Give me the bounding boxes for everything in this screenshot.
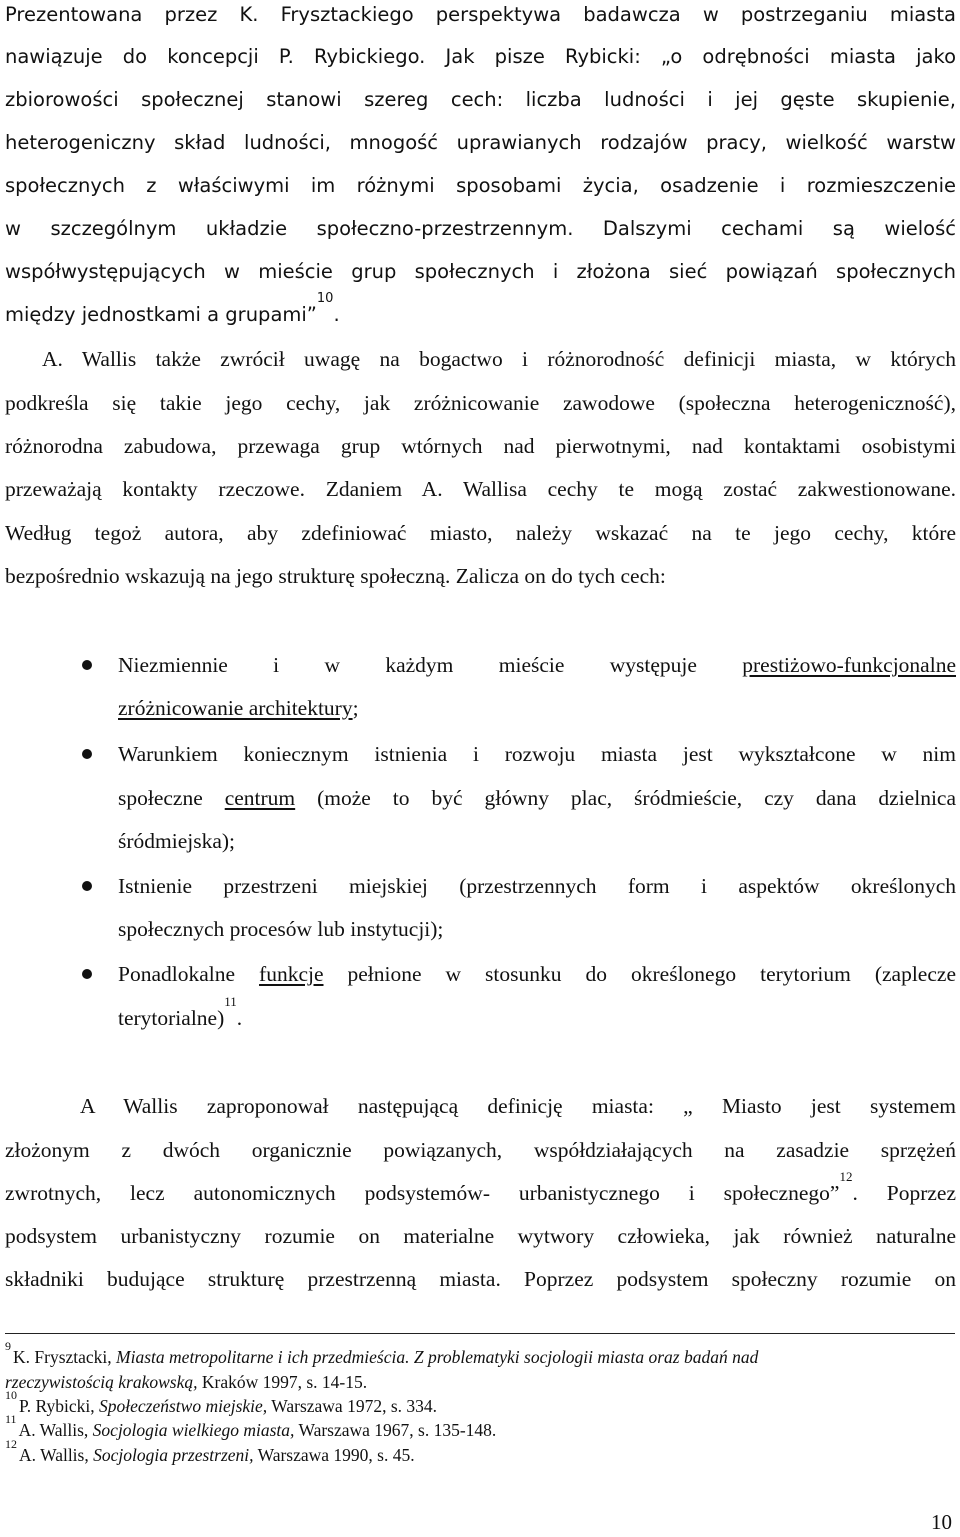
bullet-marker [82, 881, 92, 891]
page-number: 10 [931, 1510, 952, 1534]
text-span: A. Wallis, [18, 1420, 93, 1440]
bullet-marker [82, 749, 92, 759]
text-line [5, 291, 956, 330]
text-span: pełnione w stosunku do określonego terytorium (zaplecze [323, 962, 956, 986]
list-item-line [118, 994, 956, 1033]
underlined-text: centrum [224, 786, 296, 810]
text-line: współwystępujących w mieście grup społecznych i złożona sieć powiązań społecznych [5, 260, 956, 283]
underlined-text: funkcje [259, 962, 324, 986]
bullet-marker [82, 969, 92, 979]
bullet-marker [82, 660, 92, 670]
text-span: Warszawa 1972, s. 334. [267, 1396, 438, 1416]
text-span: zwrotnych, lecz autonomicznych podsystemów- urbanistycznego i społecznego” [5, 1181, 840, 1205]
text-line: w szczególnym układzie społeczno-przestrzennym. Dalszymi cechami są wielość [5, 217, 956, 240]
text-span: . Poprzez [852, 1181, 956, 1205]
text-line: nawiązuje do koncepcji P. Rybickiego. Jak pisze Rybicki: „o odrębności miasta jako [5, 45, 956, 68]
footnote-number: 9 [5, 1339, 11, 1353]
italic-title: rzeczywistością krakowską, [5, 1372, 198, 1392]
text-span: Kraków 1997, s. 14-15. [197, 1372, 368, 1392]
italic-title: Miasta metropolitarne i ich przedmieścia. Z problematyki socjologii miasta oraz badań nad [116, 1347, 759, 1367]
footnote-ref: 10 [316, 291, 334, 306]
text-line: składniki budujące strukturę przestrzenną miasta. Poprzez podsystem społeczny rozumie on [5, 1267, 956, 1291]
italic-title: Socjologia przestrzeni, [93, 1445, 254, 1465]
list-item-line: śródmiejska); [118, 829, 236, 853]
text-line: podkreśla się takie jego cechy, jak zróżnicowanie zawodowe (społeczna heterogeniczność), [5, 391, 956, 415]
underlined-text: prestiżowo-funkcjonalne [742, 653, 956, 677]
list-item-line: Istnienie przestrzeni miejskiej (przestrzennych form i aspektów określonych [118, 874, 956, 898]
text-span: (może to być główny plac, śródmieście, czy dana dzielnica [295, 786, 956, 810]
text-line: zbiorowości społecznej stanowi szereg cech: liczba ludności i jej gęste skupienie, [5, 88, 956, 111]
text-line: Prezentowana przez K. Frysztackiego perspektywa badawcza w postrzeganiu miasta [5, 3, 956, 26]
text-span: K. Frysztacki, [13, 1347, 117, 1367]
text-line: heterogeniczny skład ludności, mnogość uprawianych rodzajów pracy, wielkość warstw [5, 131, 956, 154]
text-span: Warszawa 1967, s. 135-148. [294, 1420, 497, 1440]
text-span: . [236, 1006, 243, 1030]
text-span: Warszawa 1990, s. 45. [253, 1445, 415, 1465]
list-item-line [118, 959, 956, 989]
italic-title: Socjologia wielkiego miasta, [92, 1420, 295, 1440]
text-span: ; [352, 696, 359, 720]
list-item-line: Warunkiem koniecznym istnienia i rozwoju miasta jest wykształcone w nim [118, 742, 956, 766]
text-line: Według tegoż autora, aby zdefiniować miasto, należy wskazać na te jego cechy, które [5, 521, 956, 545]
text-line: A Wallis zaproponował następującą definicję miasta: „ Miasto jest systemem [80, 1094, 956, 1118]
footnote-9 [5, 1339, 759, 1368]
text-span: Niezmiennie i w każdym mieście występuje [118, 653, 743, 677]
footnote-10 [5, 1388, 438, 1417]
footnote-number: 11 [5, 1412, 17, 1426]
text-line: przeważają kontakty rzeczowe. Zdaniem A. Wallisa cechy te mogą zostać zakwestionowane. [5, 477, 956, 501]
footnote-ref: 11 [224, 994, 237, 1009]
text-line: podsystem urbanistyczny rozumie on materialne wytwory człowieka, jak również naturalne [5, 1224, 956, 1248]
text-line: A. Wallis także zwrócił uwagę na bogactwo i różnorodność definicji miasta, w których [42, 347, 956, 371]
footnote-ref: 12 [839, 1169, 853, 1184]
text-span: terytorialne) [118, 1006, 225, 1030]
text-span: społeczne [118, 786, 225, 810]
text-span: Ponadlokalne [118, 962, 260, 986]
text-span: . [333, 303, 340, 326]
list-item-line [118, 783, 956, 813]
italic-title: Społeczeństwo miejskie, [99, 1396, 268, 1416]
footnote-number: 12 [5, 1437, 17, 1451]
list-item-line [118, 650, 956, 680]
footnote-9-cont [5, 1371, 367, 1393]
text-line: złożonym z dwóch organicznie powiązanych, współdziałających na zasadzie sprzężeń [5, 1138, 956, 1162]
underlined-text: zróżnicowanie architektury [118, 696, 353, 720]
text-line: bezpośrednio wskazują na jego strukturę społeczną. Zalicza on do tych cech: [5, 564, 666, 588]
footnote-separator [5, 1333, 955, 1334]
list-item-line [118, 693, 956, 723]
text-span: między jednostkami a grupami” [5, 303, 317, 326]
text-span: A. Wallis, [19, 1445, 94, 1465]
text-line [5, 1169, 956, 1208]
text-span: P. Rybicki, [19, 1396, 100, 1416]
text-line: społecznych z właściwymi im różnymi sposobami życia, osadzenie i rozmieszczenie [5, 174, 956, 197]
footnote-11 [5, 1412, 497, 1441]
footnote-12 [5, 1437, 415, 1466]
list-item-line: społecznych procesów lub instytucji); [118, 917, 444, 941]
footnote-number: 10 [5, 1388, 17, 1402]
text-line: różnorodna zabudowa, przewaga grup wtórnych nad pierwotnymi, nad kontaktami osobistymi [5, 434, 956, 458]
